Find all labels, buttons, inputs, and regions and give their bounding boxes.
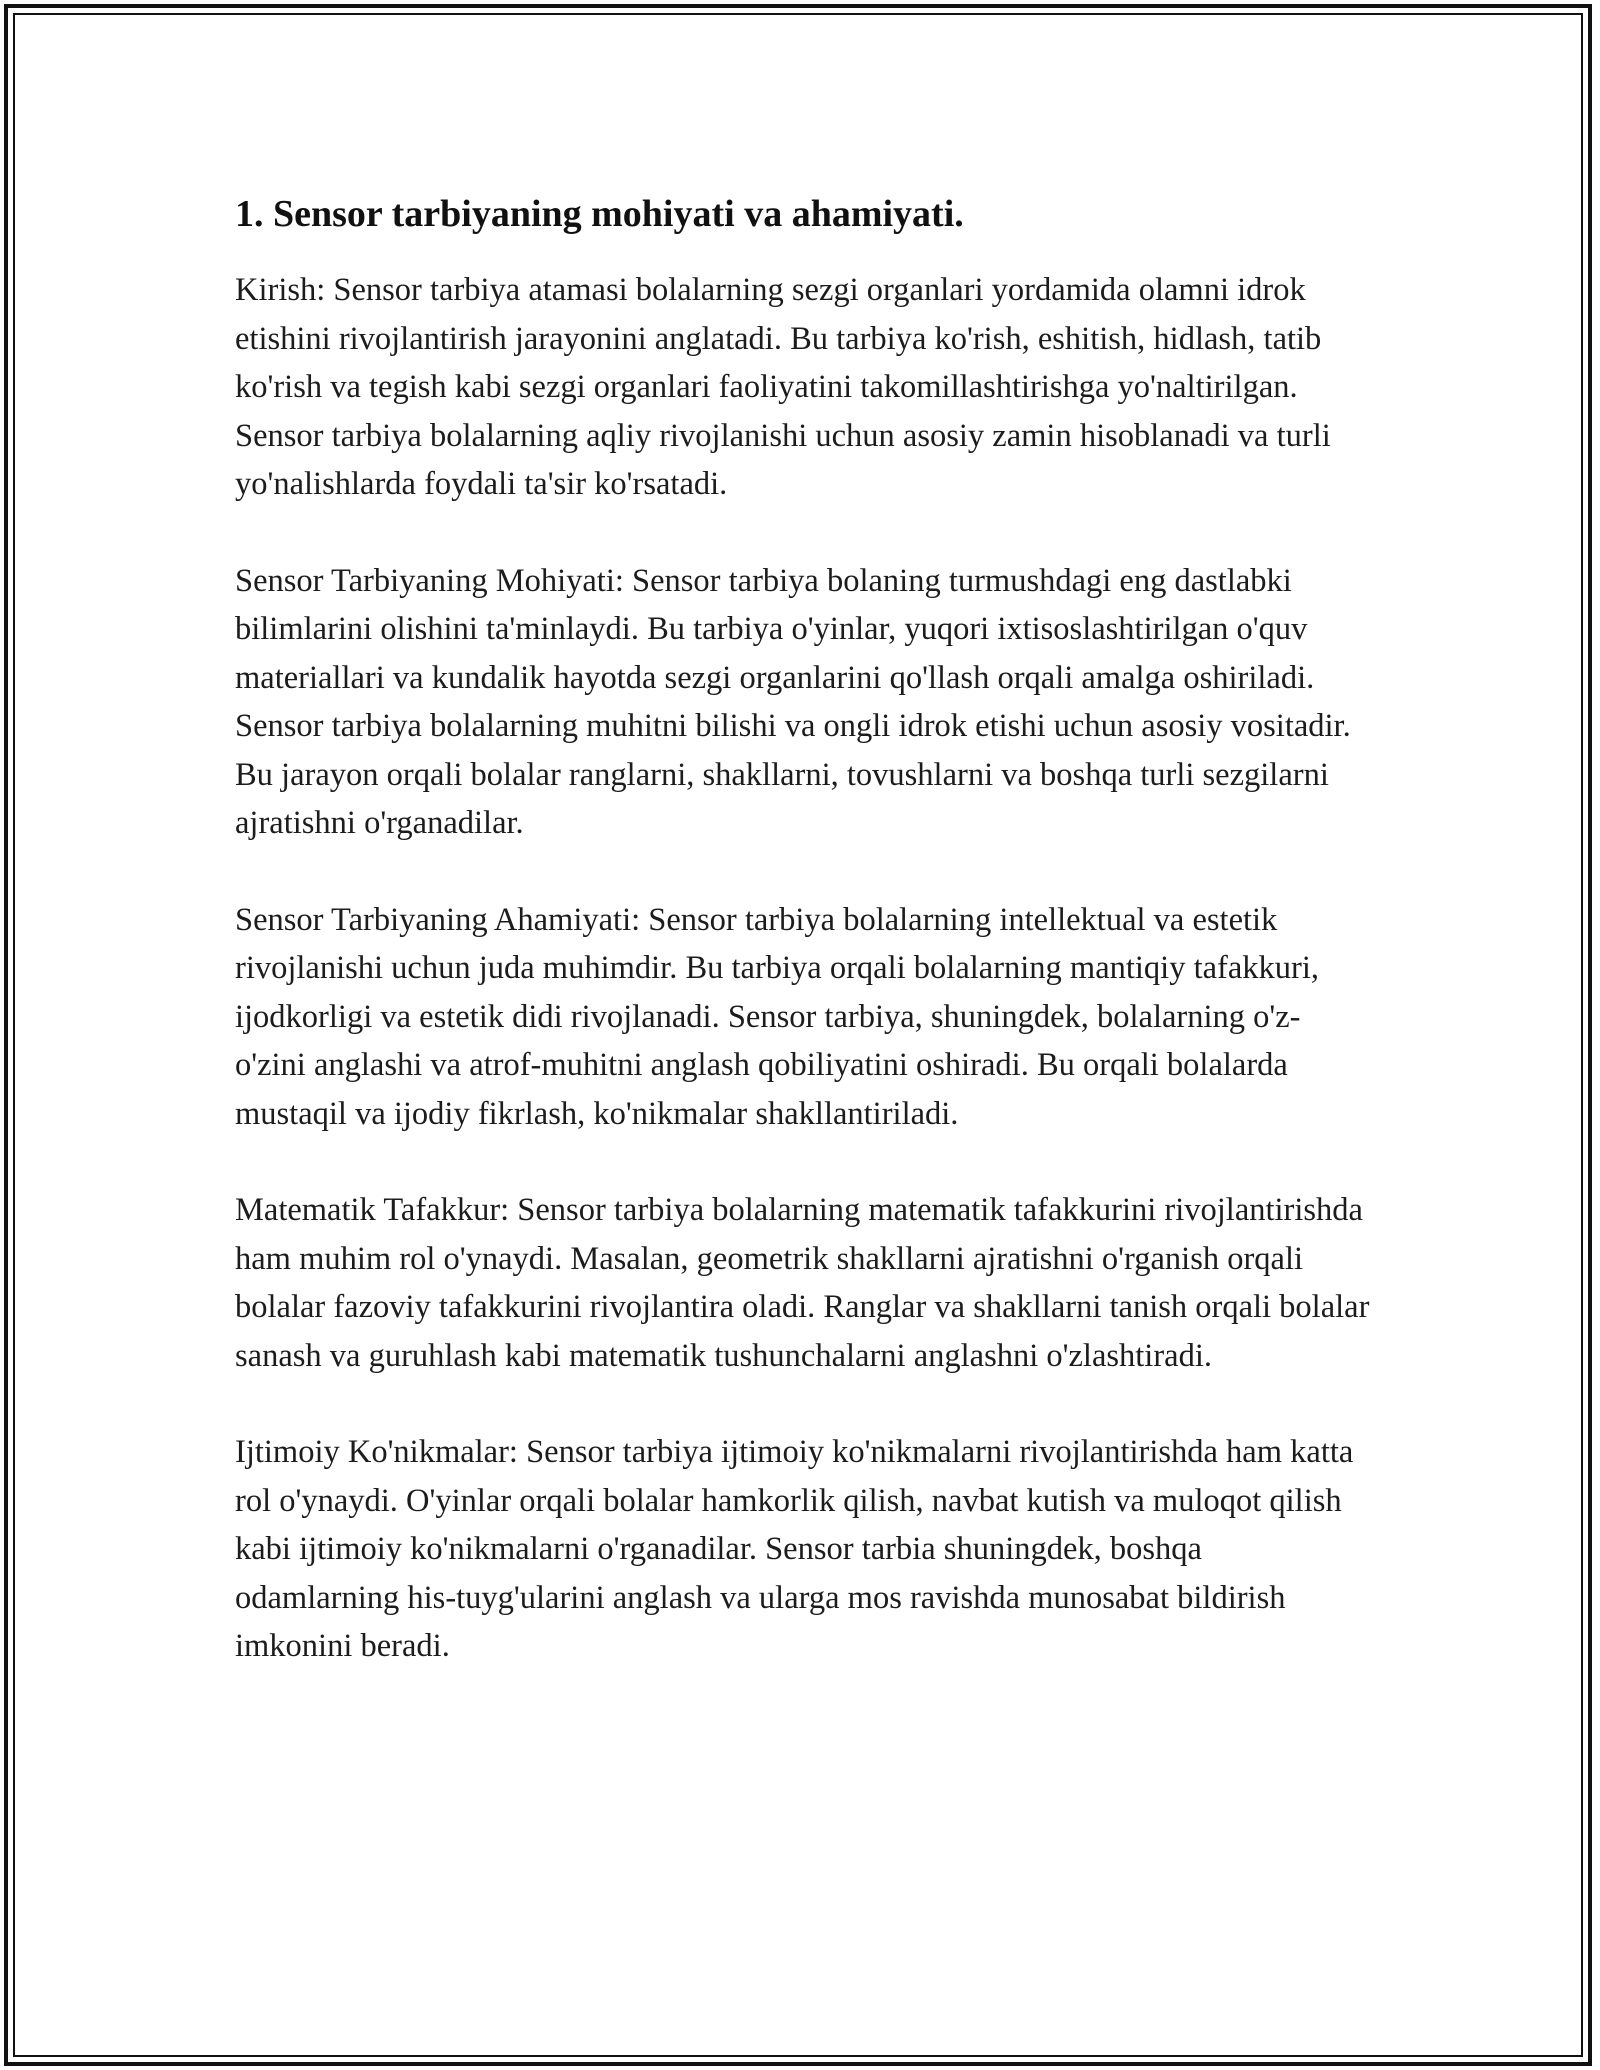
paragraph-introduction: Kirish: Sensor tarbiya atamasi bolalarning sezgi organlari yordamida olamni idrok etishini rivojlantirish jarayonini anglatadi. Bu tarbiya ko'rish, eshitish, hidlash, tatib ko'rish va tegish kabi sezgi organlari faoliyatini takomillashtirishga yo'naltirilgan. Sensor tarbiya bolalarning aqliy rivojlanishi uchun asosiy zamin hisoblanadi va turli yo'nalishlarda foydali ta'sir ko'rsatadi. [235, 272, 1331, 502]
document-heading: 1. Sensor tarbiyaning mohiyati va ahamiyati. [235, 193, 964, 235]
document-body [235, 190, 1370, 1719]
paragraph-mathematical-thinking: Matematik Tafakkur: Sensor tarbiya bolalarning matematik tafakkurini rivojlantirishda ham muhim rol o'ynaydi. Masalan, geometrik shakllarni ajratishni o'rganish orqali bolalar fazoviy tafakkurini rivojlantira oladi. Ranglar va shakllarni tanish orqali bolalar sanash va guruhlash kabi matematik tushunchalarni anglashni o'zlashtiradi. [235, 1192, 1370, 1374]
paragraph-social-skills: Ijtimoiy Ko'nikmalar: Sensor tarbiya ijtimoiy ko'nikmalarni rivojlantirishda ham katta rol o'ynaydi. O'yinlar orqali bolalar hamkorlik qilish, navbat kutish va muloqot qilish kabi ijtimoiy ko'nikmalarni o'rganadilar. Sensor tarbia shuningdek, boshqa odamlarning his-tuyg'ularini anglash va ularga mos ravishda munosabat bildirish imkonini beradi. [235, 1434, 1354, 1664]
paragraph-essence: Sensor Tarbiyaning Mohiyati: Sensor tarbiya bolaning turmushdagi eng dastlabki bilimlarini olishini ta'minlaydi. Bu tarbiya o'yinlar, yuqori ixtisoslashtirilgan o'quv materiallari va kundalik hayotda sezgi organlarini qo'llash orqali amalga oshiriladi. Sensor tarbiya bolalarning muhitni bilishi va ongli idrok etishi uchun asosiy vositadir. Bu jarayon orqali bolalar ranglarni, shakllarni, tovushlarni va boshqa turli sezgilarni ajratishni o'rganadilar. [235, 562, 1351, 841]
paragraph-importance: Sensor Tarbiyaning Ahamiyati: Sensor tarbiya bolalarning intellektual va estetik rivojlanishi uchun juda muhimdir. Bu tarbiya orqali bolalarning mantiqiy tafakkuri, ijodkorligi va estetik didi rivojlanadi. Sensor tarbiya, shuningdek, bolalarning o'z-o'zini anglashi va atrof-muhitni anglash qobiliyatini oshiradi. Bu orqali bolalarda mustaqil va ijodiy fikrlash, ko'nikmalar shakllantiriladi. [235, 901, 1320, 1132]
